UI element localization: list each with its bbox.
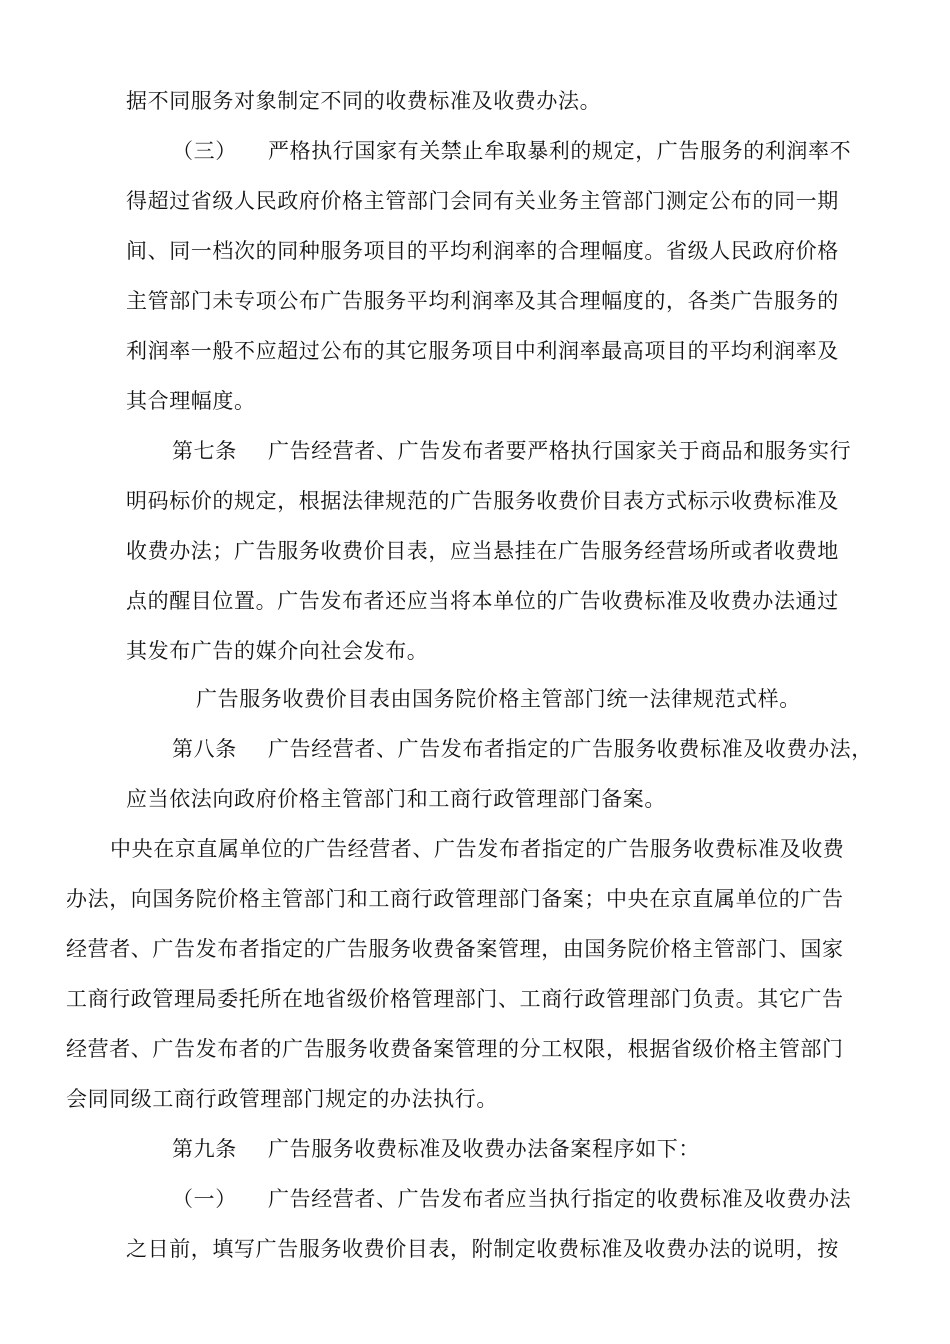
- article7-line-2: 收费办法；广告服务收费价目表，应当悬挂在广告服务经营场所或者收费地: [126, 539, 839, 563]
- item3-label: （三）: [172, 139, 237, 163]
- item1-line-1: 之日前，填写广告服务收费价目表，附制定收费标准及收费办法的说明，按: [126, 1237, 839, 1261]
- article8-paragraph-line-4: 经营者、广告发布者的广告服务收费备案管理的分工权限，根据省级价格主管部门: [66, 1037, 844, 1061]
- article8-paragraph-line-0: 中央在京直属单位的广告经营者、广告发布者指定的广告服务收费标准及收费: [110, 837, 845, 861]
- item1-label: （一）: [172, 1187, 237, 1211]
- article8-paragraph-line-1: 办法，向国务院价格主管部门和工商行政管理部门备案；中央在京直属单位的广告: [66, 887, 844, 911]
- article8-line-1: 应当依法向政府价格主管部门和工商行政管理部门备案。: [126, 787, 666, 811]
- article7-line-0: 广告经营者、广告发布者要严格执行国家关于商品和服务实行: [268, 439, 852, 463]
- item3-first-line: [172, 136, 851, 166]
- item1-line-0: 广告经营者、广告发布者应当执行指定的收费标准及收费办法: [268, 1187, 852, 1211]
- article8-paragraph-line-2: 经营者、广告发布者指定的广告服务收费备案管理，由国务院价格主管部门、国家: [66, 937, 844, 961]
- article8-line-0: 广告经营者、广告发布者指定的广告服务收费标准及收费办法，: [268, 737, 873, 761]
- intro-tail-line: 据不同服务对象制定不同的收费标准及收费办法。: [126, 89, 602, 113]
- article7-first-line: [172, 436, 851, 466]
- article7-note: 广告服务收费价目表由国务院价格主管部门统一法律规范式样。: [196, 687, 801, 711]
- item3-line-2: 间、同一档次的同种服务项目的平均利润率的合理幅度。省级人民政府价格: [126, 239, 839, 263]
- item3-line-0: 严格执行国家有关禁止牟取暴利的规定，广告服务的利润率不: [268, 139, 852, 163]
- article9-label: 第九条: [172, 1137, 237, 1161]
- article9-first-line: [172, 1134, 700, 1164]
- item3-line-4: 利润率一般不应超过公布的其它服务项目中利润率最高项目的平均利润率及: [126, 339, 839, 363]
- article7-label: 第七条: [172, 439, 237, 463]
- article7-line-3: 点的醒目位置。广告发布者还应当将本单位的广告收费标准及收费办法通过: [126, 589, 839, 613]
- article8-paragraph-line-5: 会同同级工商行政管理部门规定的办法执行。: [66, 1087, 498, 1111]
- item1-first-line: [172, 1184, 851, 1214]
- item3-line-3: 主管部门未专项公布广告服务平均利润率及其合理幅度的，各类广告服务的: [126, 289, 839, 313]
- article8-paragraph-line-3: 工商行政管理局委托所在地省级价格管理部门、工商行政管理部门负责。其它广告: [66, 987, 844, 1011]
- article9-line-0: 广告服务收费标准及收费办法备案程序如下：: [268, 1137, 700, 1161]
- item3-line-5: 其合理幅度。: [126, 389, 256, 413]
- article8-first-line: [172, 734, 873, 764]
- article8-label: 第八条: [172, 737, 237, 761]
- article7-line-4: 其发布广告的媒介向社会发布。: [126, 639, 429, 663]
- item3-line-1: 得超过省级人民政府价格主管部门会同有关业务主管部门测定公布的同一期: [126, 189, 839, 213]
- article7-line-1: 明码标价的规定，根据法律规范的广告服务收费价目表方式标示收费标准及: [126, 489, 839, 513]
